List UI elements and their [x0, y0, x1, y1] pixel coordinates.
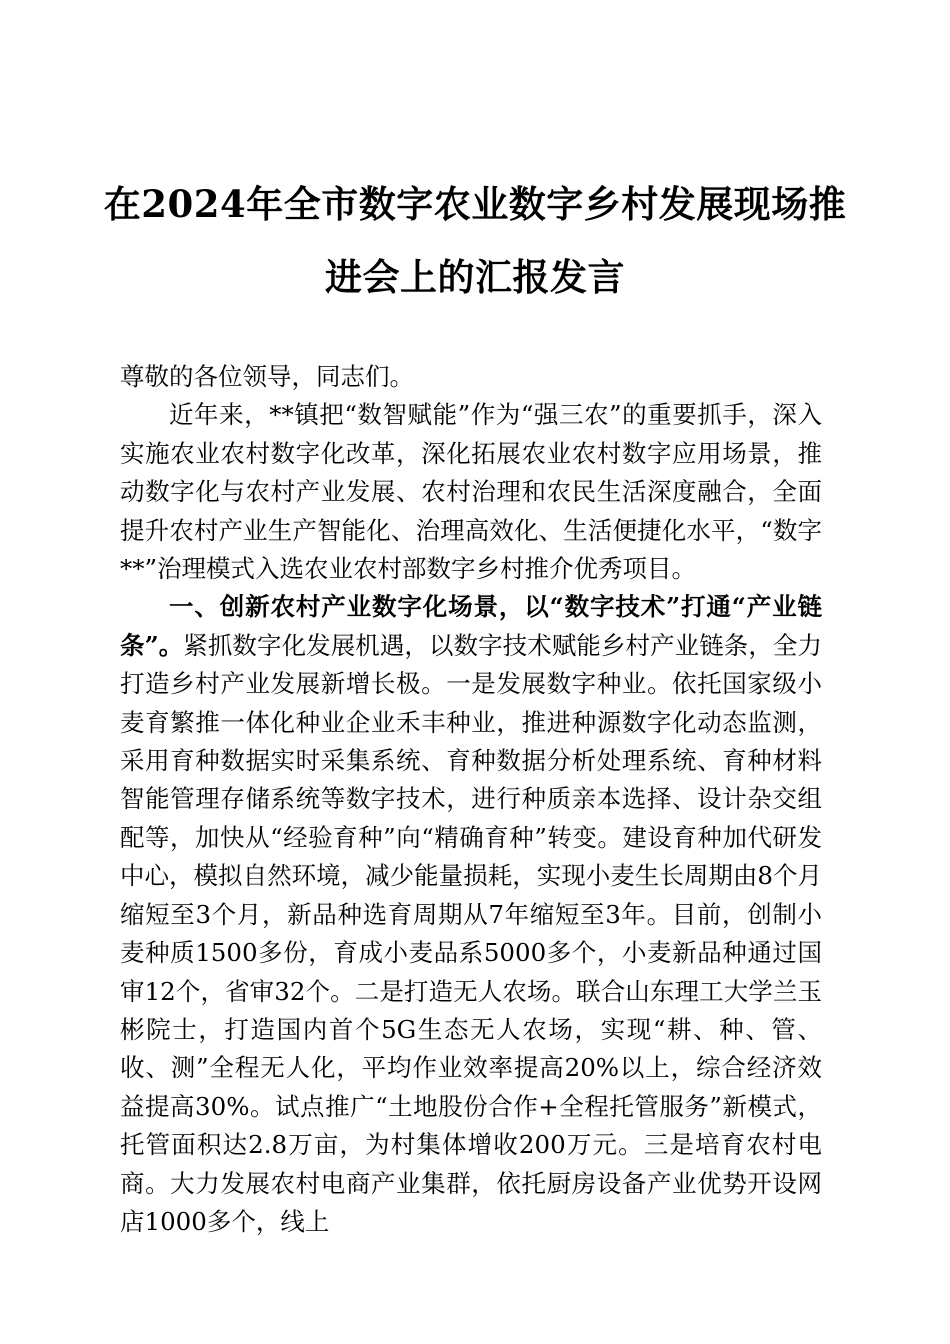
section-1-heading: 一、创新农村产业数字化场景，以“数字技术”打通“产业链条”。 [120, 592, 822, 660]
section-1-text: 紧抓数字化发展机遇，以数字技术赋能乡村产业链条，全力打造乡村产业发展新增长极。一是发展数字种业。依托国家级小麦育繁推一体化种业企业禾丰种业，推进种源数字化动态监测，采用育种数据实时采集系统、育种数据分析处理系统、育种材料智能管理存储系统等数字技术，进行种质亲本选择、设计杂交组配等，加快从“经验育种”向“精确育种”转变。建设育种加代研发中心，模拟自然环境，减少能量损耗，实现小麦生长周期由8个月缩短至3个月，新品种选育周期从7年缩短至3年。目前，创制小麦种质1500多份，育成小麦品系5000多个，小麦新品种通过国审12个，省审32个。二是打造无人农场。联合山东理工大学兰玉彬院士，打造国内首个5G生态无人农场，实现“耕、种、管、收、测”全程无人化，平均作业效率提高20%以上，综合经济效益提高30%。试点推广“土地股份合作+全程托管服务”新模式，托管面积达2.8万亩，为村集体增收200万元。三是培育农村电商。大力发展农村电商产业集群，依托厨房设备产业优势开设网店1000多个，线上 [120, 630, 822, 1236]
salutation: 尊敬的各位领导，同志们。 [120, 362, 414, 391]
section-1-paragraph [120, 588, 822, 1241]
intro-paragraph: 近年来，**镇把“数智赋能”作为“强三农”的重要抓手，深入实施农业农村数字化改革，深化拓展农业农村数字应用场景，推动数字化与农村产业发展、农村治理和农民生活深度融合，全面提升农村产业生产智能化、治理高效化、生活便捷化水平，“数字**”治理模式入选农业农村部数字乡村推介优秀项目。 [120, 400, 822, 584]
document-body [120, 358, 822, 1241]
document-title: 在2024年全市数字农业数字乡村发展现场推进会上的汇报发言 [103, 182, 847, 299]
